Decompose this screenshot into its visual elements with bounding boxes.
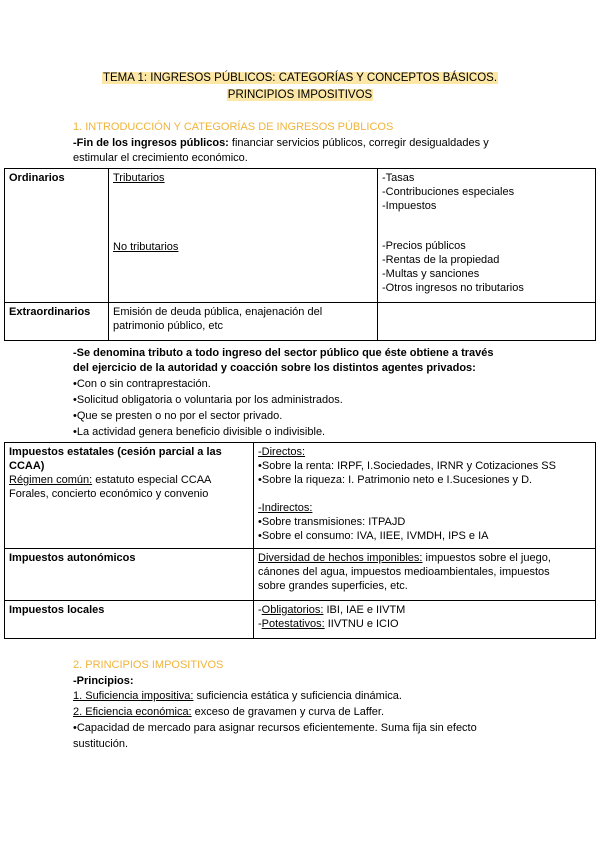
tributo-bullet: •Que se presten o no por el sector privado. bbox=[73, 410, 283, 422]
notrib-item: -Precios públicos bbox=[382, 240, 466, 252]
tributo-def-1 bbox=[73, 346, 553, 361]
extraordinarios-label: Extraordinarios bbox=[9, 306, 91, 318]
extra-text-2: patrimonio público, etc bbox=[113, 320, 224, 332]
estatales-cell bbox=[5, 443, 254, 549]
estatales-title-2: CCAA) bbox=[9, 460, 45, 472]
notrib-item: -Otros ingresos no tributarios bbox=[382, 282, 524, 294]
tributo-bold-2: del ejercicio de la autoridad y coacción sobre los distintos agentes privados: bbox=[73, 362, 476, 374]
principio-2 bbox=[73, 705, 543, 720]
diversidad-text-3: sobre grandes superficies, etc. bbox=[258, 580, 408, 592]
title-line-2: PRINCIPIOS IMPOSITIVOS bbox=[227, 89, 373, 101]
principio-2-text: exceso de gravamen y curva de Laffer. bbox=[191, 706, 385, 718]
impuestos-table bbox=[4, 442, 596, 639]
directos-item: •Sobre la riqueza: I. Patrimonio neto e I.Sucesiones y D. bbox=[258, 474, 533, 486]
extra-text-1: Emisión de deuda pública, enajenación del bbox=[113, 306, 323, 318]
principio-3-line-2: sustitución. bbox=[73, 738, 129, 750]
trib-item: -Impuestos bbox=[382, 200, 437, 212]
autonomicos-label: Impuestos autonómicos bbox=[9, 552, 136, 564]
extraordinarios-cell bbox=[5, 303, 109, 341]
fin-ingresos-cont: estimular el crecimiento económico. bbox=[73, 152, 248, 164]
empty-cell bbox=[378, 303, 596, 341]
locales-detail-cell: -Obligatorios: IBI, IAE e IIVTM -Potestativos: IIVTNU e ICIO bbox=[254, 601, 596, 639]
items-cell bbox=[378, 169, 596, 303]
fin-label: -Fin de los ingresos públicos: bbox=[73, 137, 229, 149]
diversidad-label: Diversidad de hechos imponibles: bbox=[258, 552, 423, 564]
fin-text: financiar servicios públicos, corregir desigualdades y bbox=[228, 137, 489, 149]
regimen-label: Régimen común: bbox=[9, 474, 93, 486]
principio-3-line-1: •Capacidad de mercado para asignar recursos eficientemente. Suma fija sin efecto bbox=[73, 722, 477, 734]
estatales-detail-cell bbox=[254, 443, 596, 549]
page-title bbox=[0, 70, 600, 86]
tributo-bold-1: -Se denomina tributo a todo ingreso del sector público que éste obtiene a través bbox=[73, 347, 494, 359]
autonomicos-detail-cell bbox=[254, 549, 596, 601]
section-1-heading: 1. INTRODUCCIÓN Y CATEGORÍAS DE INGRESOS PÚBLICOS bbox=[73, 121, 394, 133]
locales-label: Impuestos locales bbox=[9, 604, 105, 616]
section-2-heading: 2. PRINCIPIOS IMPOSITIVOS bbox=[73, 659, 224, 671]
notrib-item: -Multas y sanciones bbox=[382, 268, 480, 280]
potestativos-text: IIVTNU e ICIO bbox=[324, 618, 399, 630]
page-subtitle bbox=[0, 87, 600, 103]
ordinarios-label: Ordinarios bbox=[9, 172, 65, 184]
categorias-table bbox=[4, 168, 596, 341]
notrib-item: -Rentas de la propiedad bbox=[382, 254, 500, 266]
trib-item: -Tasas bbox=[382, 172, 415, 184]
principio-1-label: 1. Suficiencia impositiva: bbox=[73, 690, 194, 702]
autonomicos-cell bbox=[5, 549, 254, 601]
tributo-def-2 bbox=[73, 361, 553, 376]
obligatorios-label: Obligatorios: bbox=[261, 604, 324, 616]
principios-label bbox=[73, 674, 543, 689]
diversidad-text-1: impuestos sobre el juego, bbox=[422, 552, 551, 564]
title-line-1: TEMA 1: INGRESOS PÚBLICOS: CATEGORÍAS Y CONCEPTOS BÁSICOS. bbox=[102, 72, 498, 84]
fin-ingresos bbox=[73, 136, 543, 151]
indirectos-item: •Sobre el consumo: IVA, IIEE, IVMDH, IPS e IA bbox=[258, 530, 489, 542]
estatales-title-1: Impuestos estatales (cesión parcial a las bbox=[9, 446, 222, 458]
tributo-bullet: •La actividad genera beneficio divisible o indivisible. bbox=[73, 426, 326, 438]
trib-item: -Contribuciones especiales bbox=[382, 186, 515, 198]
directos-item: •Sobre la renta: IRPF, I.Sociedades, IRNR y Cotizaciones SS bbox=[258, 460, 556, 472]
directos-label: -Directos: bbox=[258, 446, 306, 458]
indirectos-item: •Sobre transmisiones: ITPAJD bbox=[258, 516, 406, 528]
principio-2-label: 2. Eficiencia económica: bbox=[73, 706, 192, 718]
regimen-text: estatuto especial CCAA bbox=[92, 474, 212, 486]
obligatorios-text: IBI, IAE e IIVTM bbox=[323, 604, 406, 616]
forales-text: Forales, concierto económico y convenio bbox=[9, 488, 209, 500]
locales-cell bbox=[5, 601, 254, 639]
tipos-cell bbox=[109, 169, 378, 303]
principio-1 bbox=[73, 689, 543, 704]
principio-1-text: suficiencia estática y suficiencia dinámica. bbox=[193, 690, 402, 702]
diversidad-text-2: cánones del agua, impuestos medioambientales, impuestos bbox=[258, 566, 550, 578]
potestativos-label: Potestativos: bbox=[261, 618, 325, 630]
tributo-bullet: •Solicitud obligatoria o voluntaria por los administrados. bbox=[73, 394, 343, 406]
tributarios-label: Tributarios bbox=[113, 172, 165, 184]
no-tributarios-label: No tributarios bbox=[113, 241, 179, 253]
extra-text-cell bbox=[109, 303, 378, 341]
indirectos-label: -Indirectos: bbox=[258, 502, 313, 514]
principios-bold: -Principios: bbox=[73, 675, 134, 687]
ordinarios-cell bbox=[5, 169, 109, 303]
tributo-bullet: •Con o sin contraprestación. bbox=[73, 378, 211, 390]
